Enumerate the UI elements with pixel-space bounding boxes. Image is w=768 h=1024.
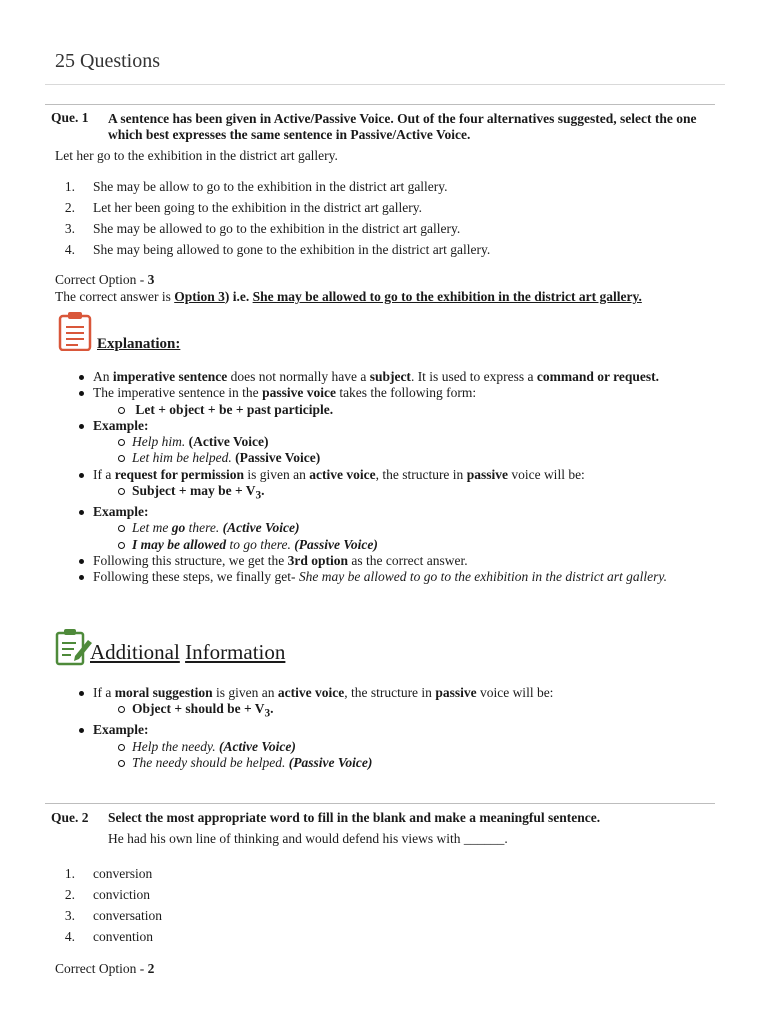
- q1-correct-option: [55, 272, 154, 288]
- additional-subitem: The needy should be helped. (Passive Voice): [132, 755, 713, 771]
- answer-option: Option 3: [174, 289, 225, 304]
- option-number: 4.: [64, 242, 75, 257]
- additional-item: If a moral suggestion is given an active voice, the structure in passive voice will be: Object + should be + $V_3$.: [93, 685, 713, 722]
- option-text: She may be allowed to go to the exhibition in the district art gallery.: [93, 221, 461, 236]
- additional-item: Example: Help the needy. (Active Voice) The needy should be helped. (Passive Voice): [93, 722, 713, 771]
- q2-label: Que. 2: [51, 810, 89, 825]
- explanation-subitem: Let him be helped. (Passive Voice): [132, 450, 713, 466]
- q2-option-1[interactable]: [55, 863, 715, 884]
- explanation-subitem: Help him. (Active Voice): [132, 434, 713, 450]
- q2-option-4[interactable]: [55, 926, 715, 947]
- correct-value: 2: [147, 961, 155, 976]
- page-title: 25 Questions: [55, 50, 160, 72]
- q2-options: [55, 863, 715, 947]
- explanation-item: An imperative sentence does not normally have a subject. It is used to express a command or request.: [93, 369, 713, 385]
- answer-text: She may be allowed to go to the exhibition in the district art gallery.: [252, 289, 642, 304]
- option-number: 1.: [64, 866, 75, 881]
- option-text: She may be allow to go to the exhibition in the district art gallery.: [93, 179, 448, 194]
- explanation-subitem: Subject + may be + $V_3$.: [132, 483, 713, 504]
- additional-heading-a: Additional: [90, 640, 180, 664]
- q2-sentence: He had his own line of thinking and would defend his views with ______.: [108, 831, 508, 846]
- explanation-heading: Explanation:: [97, 336, 181, 352]
- option-number: 3.: [64, 908, 75, 923]
- answer-mid: ) i.e.: [224, 289, 253, 304]
- option-text: convention: [93, 929, 153, 944]
- explanation-subitem: Let + object + be + past participle.: [132, 402, 713, 418]
- option-number: 3.: [64, 221, 75, 236]
- explanation-item: Following this structure, we get the 3rd option as the correct answer.: [93, 553, 713, 569]
- q1-options: [55, 176, 715, 260]
- q1-answer: [55, 289, 642, 305]
- option-text: Let her been going to the exhibition in the district art gallery.: [93, 200, 423, 215]
- explanation-subitem: I may be allowed to go there. (Passive Voice): [132, 537, 713, 553]
- answer-prefix: The correct answer is: [55, 289, 175, 304]
- q1-option-2[interactable]: [55, 197, 715, 218]
- option-text: conversion: [93, 866, 153, 881]
- correct-value: 3: [147, 272, 155, 287]
- q1-option-3[interactable]: [55, 218, 715, 239]
- correct-label: Correct Option -: [55, 961, 148, 976]
- option-number: 2.: [64, 200, 75, 215]
- option-text: conviction: [93, 887, 150, 902]
- option-number: 2.: [64, 887, 75, 902]
- q2-question: Select the most appropriate word to fill in the blank and make a meaningful sentence.: [108, 810, 601, 825]
- additional-heading-b: Information: [185, 640, 286, 664]
- q1-sentence: Let her go to the exhibition in the district art gallery.: [55, 148, 338, 163]
- additional-heading: [90, 640, 285, 665]
- additional-list: [93, 685, 713, 771]
- option-number: 4.: [64, 929, 75, 944]
- option-text: conversation: [93, 908, 162, 923]
- additional-subitem: Object + should be + $V_3$.: [132, 701, 713, 722]
- q1-option-1[interactable]: [55, 176, 715, 197]
- q2-divider: [45, 803, 715, 804]
- explanation-item: The imperative sentence in the passive voice takes the following form: Let + object + be + past participle.: [93, 385, 713, 418]
- option-number: 1.: [64, 179, 75, 194]
- q2-option-2[interactable]: [55, 884, 715, 905]
- explanation-subitem: Let me go there. (Active Voice): [132, 520, 713, 536]
- q1-option-4[interactable]: [55, 239, 715, 260]
- q1-question: A sentence has been given in Active/Passive Voice. Out of the four alternatives suggested, select the one which best expresses the same sentence in Passive/Active Voice.: [108, 111, 697, 142]
- header-divider: [45, 84, 725, 85]
- q2-correct-option: [55, 961, 154, 977]
- explanation-item: Example: Let me go there. (Active Voice) I may be allowed to go there. (Passive Voice): [93, 504, 713, 553]
- explanation-item: Following these steps, we finally get- She may be allowed to go to the exhibition in the district art gallery.: [93, 569, 713, 585]
- explanation-item: Example: Help him. (Active Voice) Let him be helped. (Passive Voice): [93, 418, 713, 467]
- explanation-item: If a request for permission is given an active voice, the structure in passive voice will be: Subject + may be + $V_3$.: [93, 467, 713, 504]
- correct-label: Correct Option -: [55, 272, 148, 287]
- q1-label: Que. 1: [51, 110, 89, 125]
- q2-option-3[interactable]: [55, 905, 715, 926]
- explanation-list: [93, 369, 713, 586]
- q1-divider: [45, 104, 715, 105]
- additional-subitem: Help the needy. (Active Voice): [132, 739, 713, 755]
- option-text: She may being allowed to gone to the exhibition in the district art gallery.: [93, 242, 491, 257]
- clipboard-icon: [57, 311, 93, 351]
- notepad-pencil-icon: [55, 628, 93, 666]
